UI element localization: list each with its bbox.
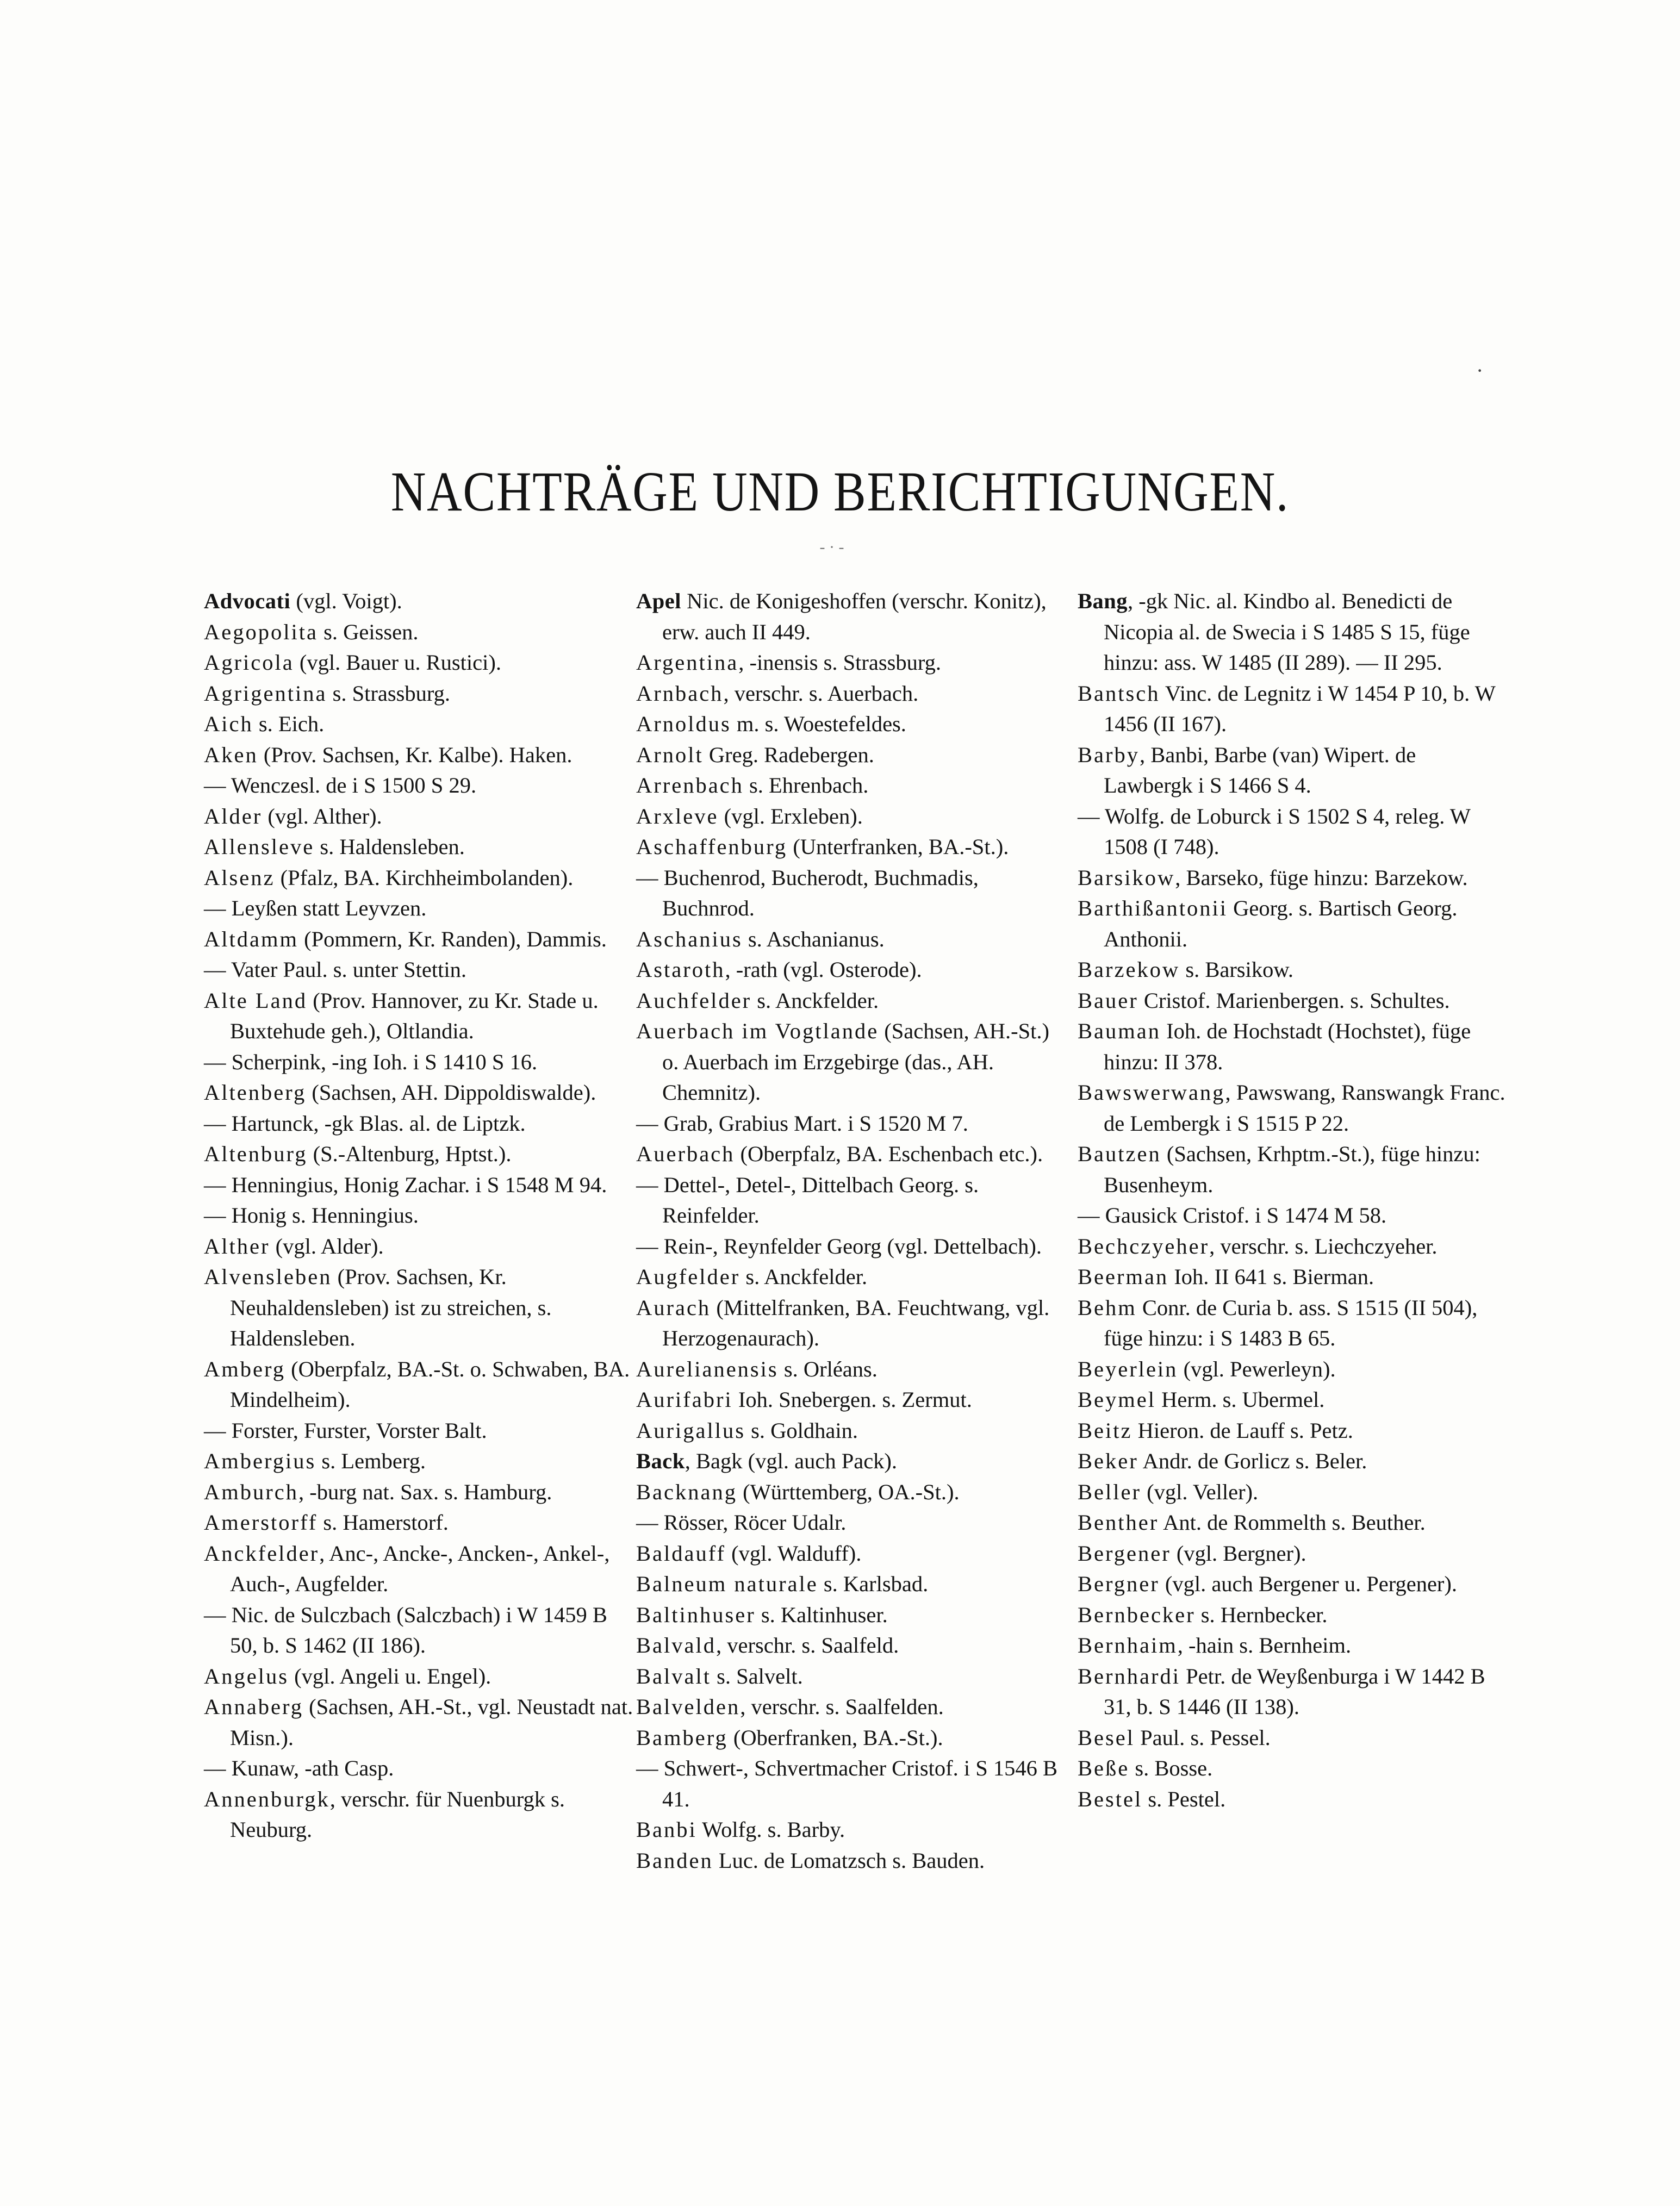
entry-lemma: Barby bbox=[1078, 742, 1140, 767]
register-entry bbox=[636, 1139, 1066, 1170]
entry-lemma: Anckfelder bbox=[204, 1541, 320, 1566]
entry-text: — Forster, Furster, Vorster Balt. bbox=[204, 1418, 487, 1443]
register-entry bbox=[636, 924, 1066, 955]
register-entry bbox=[636, 1416, 1066, 1447]
entry-lemma: Apel bbox=[636, 589, 681, 613]
entry-text: s. Strassburg. bbox=[327, 681, 450, 706]
entry-lemma: Balvald bbox=[636, 1633, 716, 1657]
entry-lemma: Alder bbox=[204, 803, 263, 828]
entry-text: (Württemberg, OA.-St.). bbox=[737, 1479, 960, 1504]
register-entry bbox=[636, 1600, 1066, 1631]
entry-lemma: Astaroth bbox=[636, 957, 725, 982]
entry-text: (Mittelfranken, BA. Feuchtwang, vgl. Herzogenaurach). bbox=[662, 1295, 1050, 1350]
entry-text: — Gausick Cristof. i S 1474 M 58. bbox=[1078, 1203, 1387, 1227]
register-entry bbox=[1078, 1077, 1507, 1139]
entry-text: — Grab, Grabius Mart. i S 1520 M 7. bbox=[636, 1111, 968, 1136]
entry-text: , -gk Nic. al. Kindbo al. Benedicti de Nicopia al. de Swecia i S 1485 S 15, füge hinzu: ass. W 1485 (II 289). — II 295. bbox=[1104, 589, 1470, 675]
entry-text: — Kunaw, -ath Casp. bbox=[204, 1756, 394, 1780]
register-entry bbox=[636, 740, 1066, 771]
register-entry bbox=[204, 924, 633, 955]
entry-lemma: Alther bbox=[204, 1233, 270, 1258]
register-entry bbox=[1078, 1600, 1507, 1631]
register-entry bbox=[1078, 678, 1507, 740]
entry-lemma: Augfelder bbox=[636, 1264, 741, 1289]
entry-text: s. Anckfelder. bbox=[751, 988, 879, 1013]
register-entry bbox=[1078, 1293, 1507, 1354]
entry-text: , verschr. s. Liechczyeher. bbox=[1209, 1233, 1438, 1258]
entry-text: s. Kaltinhuser. bbox=[755, 1602, 888, 1627]
entry-lemma: Bestel bbox=[1078, 1786, 1143, 1811]
entry-lemma: Besel bbox=[1078, 1725, 1135, 1750]
entry-text: , Banbi, Barbe (van) Wipert. de Lawbergk i S 1466 S 4. bbox=[1104, 742, 1416, 797]
entry-text: s. Bosse. bbox=[1129, 1756, 1213, 1780]
entry-text: , Bagk (vgl. auch Pack). bbox=[685, 1449, 898, 1473]
register-entry bbox=[204, 1047, 633, 1078]
register-entry bbox=[636, 1692, 1066, 1723]
register-entry bbox=[204, 709, 633, 740]
entry-lemma: Baldauff bbox=[636, 1541, 726, 1566]
column-middle bbox=[636, 586, 1066, 1876]
register-entry bbox=[1078, 740, 1507, 801]
entry-text: — Honig s. Henningius. bbox=[204, 1203, 419, 1227]
register-entry bbox=[204, 1507, 633, 1538]
entry-text: Conr. de Curia b. ass. S 1515 (II 504), füge hinzu: i S 1483 B 65. bbox=[1104, 1295, 1478, 1350]
entry-lemma: Bauer bbox=[1078, 988, 1138, 1013]
entry-lemma: Advocati bbox=[204, 589, 291, 613]
entry-text: — Rein-, Reynfelder Georg (vgl. Dettelbach). bbox=[636, 1233, 1042, 1258]
register-entry bbox=[204, 586, 633, 617]
entry-text: Herm. s. Ubermel. bbox=[1155, 1387, 1325, 1412]
entry-text: — Buchenrod, Bucherodt, Buchmadis, Buchnrod. bbox=[636, 865, 979, 920]
entry-text: (Prov. Sachsen, Kr. Neuhaldensleben) ist zu streichen, s. Haldensleben. bbox=[230, 1264, 552, 1350]
stray-mark: · bbox=[1476, 358, 1484, 383]
entry-lemma: Balneum naturale bbox=[636, 1572, 818, 1596]
register-entry bbox=[636, 1507, 1066, 1538]
register-entry bbox=[636, 955, 1066, 986]
register-entry bbox=[1078, 1016, 1507, 1077]
entry-text: s. Hamerstorf. bbox=[318, 1510, 449, 1535]
register-entry bbox=[1078, 1661, 1507, 1723]
entry-text: , Anc-, Ancke-, Ancken-, Ankel-, Auch-, Augfelder. bbox=[230, 1541, 610, 1596]
entry-text: Paul. s. Pessel. bbox=[1134, 1725, 1271, 1750]
register-entry bbox=[636, 832, 1066, 863]
entry-lemma: Argentina bbox=[636, 650, 739, 675]
entry-text: (vgl. Veller). bbox=[1141, 1479, 1259, 1504]
entry-lemma: Amburch bbox=[204, 1479, 298, 1504]
entry-lemma: Auchfelder bbox=[636, 988, 752, 1013]
entry-lemma: Beyerlein bbox=[1078, 1356, 1178, 1381]
register-entry bbox=[636, 1354, 1066, 1385]
entry-lemma: Bawswerwang bbox=[1078, 1080, 1225, 1105]
entry-text: — Nic. de Sulczbach (Salczbach) i W 1459 B 50, b. S 1462 (II 186). bbox=[204, 1602, 607, 1657]
entry-text: s. Geissen. bbox=[318, 619, 419, 644]
register-entry bbox=[1078, 586, 1507, 678]
register-entry bbox=[204, 832, 633, 863]
register-entry bbox=[204, 1661, 633, 1692]
entry-text: — Hartunck, -gk Blas. al. de Liptzk. bbox=[204, 1111, 526, 1136]
register-entry bbox=[1078, 1784, 1507, 1815]
register-entry bbox=[1078, 1538, 1507, 1569]
entry-text: — Scherpink, -ing Ioh. i S 1410 S 16. bbox=[204, 1049, 538, 1074]
register-entry bbox=[636, 678, 1066, 709]
entry-text: — Rösser, Röcer Udalr. bbox=[636, 1510, 847, 1535]
entry-text: (vgl. Bergner). bbox=[1171, 1541, 1306, 1566]
register-entry bbox=[204, 1108, 633, 1139]
register-entry bbox=[204, 617, 633, 648]
entry-text: Vinc. de Legnitz i W 1454 P 10, b. W 1456 (II 167). bbox=[1104, 681, 1496, 736]
register-entry bbox=[636, 1108, 1066, 1139]
entry-lemma: Auerbach im Vogtlande bbox=[636, 1019, 879, 1043]
register-entry bbox=[636, 709, 1066, 740]
entry-lemma: Back bbox=[636, 1449, 685, 1473]
entry-lemma: Bechczyeher bbox=[1078, 1233, 1210, 1258]
entry-text: s. Orléans. bbox=[778, 1356, 878, 1381]
entry-lemma: Altdamm bbox=[204, 926, 298, 951]
register-entry bbox=[636, 1815, 1066, 1846]
entry-text: Petr. de Weyßenburga i W 1442 B 31, b. S 1446 (II 138). bbox=[1104, 1663, 1485, 1719]
entry-text: Wolfg. s. Barby. bbox=[696, 1817, 845, 1842]
entry-lemma: Alte Land bbox=[204, 988, 308, 1013]
entry-lemma: Balvalt bbox=[636, 1663, 711, 1688]
entry-lemma: Allensleve bbox=[204, 834, 315, 859]
entry-lemma: Annaberg bbox=[204, 1694, 303, 1719]
entry-text: s. Pestel. bbox=[1142, 1786, 1226, 1811]
entry-text: s. Barsikow. bbox=[1180, 957, 1294, 982]
entry-text: Ioh. Snebergen. s. Zermut. bbox=[732, 1387, 972, 1412]
register-entry bbox=[636, 801, 1066, 832]
register-entry bbox=[1078, 1446, 1507, 1477]
entry-text: Ioh. de Hochstadt (Hochstet), füge hinzu: II 378. bbox=[1104, 1019, 1471, 1074]
register-entry bbox=[636, 1231, 1066, 1262]
register-entry bbox=[1078, 1507, 1507, 1538]
entry-lemma: Beitz bbox=[1078, 1418, 1133, 1443]
register-entry bbox=[204, 1262, 633, 1354]
entry-lemma: Benther bbox=[1078, 1510, 1159, 1535]
entry-text: s. Hernbecker. bbox=[1195, 1602, 1328, 1627]
register-entry bbox=[636, 1753, 1066, 1815]
entry-text: (Oberfranken, BA.-St.). bbox=[727, 1725, 943, 1750]
entry-text: s. Salvelt. bbox=[711, 1663, 803, 1688]
register-entry bbox=[1078, 893, 1507, 955]
entry-text: (vgl. Voigt). bbox=[290, 589, 402, 613]
entry-lemma: Beller bbox=[1078, 1479, 1141, 1504]
entry-text: (vgl. Erxleben). bbox=[718, 803, 863, 828]
entry-text: Andr. de Gorlicz s. Beler. bbox=[1138, 1449, 1367, 1473]
entry-text: s. Goldhain. bbox=[745, 1418, 858, 1443]
entry-text: (Sachsen, Krhptm.-St.), füge hinzu: Busenheym. bbox=[1104, 1142, 1480, 1197]
entry-lemma: Balvelden bbox=[636, 1694, 741, 1719]
register-entry bbox=[204, 1170, 633, 1201]
entry-lemma: Bernhardi bbox=[1078, 1663, 1180, 1688]
register-entry bbox=[1078, 1630, 1507, 1661]
register-entry bbox=[1078, 1262, 1507, 1293]
register-entry bbox=[204, 1139, 633, 1170]
register-entry bbox=[636, 770, 1066, 801]
page-title: NACHTRÄGE UND BERICHTIGUNGEN. bbox=[390, 460, 1290, 523]
register-entry bbox=[1078, 1723, 1507, 1754]
title-ornament: - · - bbox=[819, 538, 844, 556]
entry-text: — Leyßen statt Leyvzen. bbox=[204, 896, 427, 920]
entry-lemma: Banden bbox=[636, 1848, 713, 1873]
entry-text: m. s. Woestefeldes. bbox=[731, 712, 906, 736]
register-entry bbox=[636, 1385, 1066, 1416]
entry-text: , Barseko, füge hinzu: Barzekow. bbox=[1175, 865, 1468, 890]
register-entry bbox=[204, 955, 633, 986]
entry-text: s. Karlsbad. bbox=[818, 1572, 929, 1596]
register-entry bbox=[204, 770, 633, 801]
entry-lemma: Amerstorff bbox=[204, 1510, 318, 1535]
register-entry bbox=[204, 740, 633, 771]
entry-lemma: Baltinhuser bbox=[636, 1602, 756, 1627]
entry-text: — Henningius, Honig Zachar. i S 1548 M 94. bbox=[204, 1172, 607, 1197]
entry-lemma: Barthißantonii bbox=[1078, 896, 1228, 920]
entry-text: (vgl. Walduff). bbox=[725, 1541, 862, 1566]
entry-lemma: Bang bbox=[1078, 589, 1128, 613]
register-entry bbox=[204, 1784, 633, 1846]
entry-text: — Vater Paul. s. unter Stettin. bbox=[204, 957, 466, 982]
entry-text: Cristof. Marienbergen. s. Schultes. bbox=[1138, 988, 1450, 1013]
entry-lemma: Agricola bbox=[204, 650, 294, 675]
entry-text: , -burg nat. Sax. s. Hamburg. bbox=[298, 1479, 552, 1504]
register-entry bbox=[204, 801, 633, 832]
entry-lemma: Alsenz bbox=[204, 865, 275, 890]
register-entry bbox=[204, 863, 633, 894]
entry-lemma: Barsikow bbox=[1078, 865, 1175, 890]
entry-lemma: Bernhaim bbox=[1078, 1633, 1178, 1657]
register-entry bbox=[1078, 801, 1507, 863]
entry-lemma: Bauman bbox=[1078, 1019, 1161, 1043]
entry-text: Ant. de Rommelth s. Beuther. bbox=[1159, 1510, 1426, 1535]
entry-lemma: Aurifabri bbox=[636, 1387, 733, 1412]
register-entry bbox=[1078, 1477, 1507, 1508]
entry-text: s. Aschanianus. bbox=[742, 926, 885, 951]
register-entry bbox=[636, 1477, 1066, 1508]
entry-text: s. Lemberg. bbox=[316, 1449, 426, 1473]
entry-text: Georg. s. Bartisch Georg. Anthonii. bbox=[1104, 896, 1458, 951]
entry-lemma: Backnang bbox=[636, 1479, 737, 1504]
entry-text: , verschr. s. Saalfelden. bbox=[740, 1694, 944, 1719]
entry-text: (vgl. Alther). bbox=[262, 803, 382, 828]
register-entry bbox=[636, 1661, 1066, 1692]
register-entry bbox=[204, 1354, 633, 1416]
entry-lemma: Bergener bbox=[1078, 1541, 1171, 1566]
register-entry bbox=[204, 1600, 633, 1661]
register-entry bbox=[1078, 1385, 1507, 1416]
entry-text: (Pommern, Kr. Randen), Dammis. bbox=[298, 926, 607, 951]
register-entry bbox=[204, 678, 633, 709]
register-entry bbox=[204, 1446, 633, 1477]
entry-lemma: Aken bbox=[204, 742, 258, 767]
entry-lemma: Bernbecker bbox=[1078, 1602, 1196, 1627]
entry-lemma: Aschaffenburg bbox=[636, 834, 788, 859]
entry-lemma: Aurach bbox=[636, 1295, 711, 1320]
register-entry bbox=[204, 893, 633, 924]
entry-text: Hieron. de Lauff s. Petz. bbox=[1132, 1418, 1353, 1443]
entry-lemma: Aich bbox=[204, 712, 253, 736]
entry-lemma: Auerbach bbox=[636, 1142, 735, 1166]
register-entry bbox=[204, 1753, 633, 1784]
entry-text: , Pawswang, Ranswangk Franc. de Lembergk i S 1515 P 22. bbox=[1104, 1080, 1505, 1136]
entry-text: s. Eich. bbox=[253, 712, 325, 736]
register-entry bbox=[204, 986, 633, 1047]
register-entry bbox=[204, 1077, 633, 1108]
register-entry bbox=[204, 1231, 633, 1262]
entry-lemma: Barzekow bbox=[1078, 957, 1180, 982]
register-entry bbox=[1078, 955, 1507, 986]
register-entry bbox=[636, 586, 1066, 647]
register-entry bbox=[204, 1416, 633, 1447]
entry-text: , -hain s. Bernheim. bbox=[1177, 1633, 1352, 1657]
register-entry bbox=[1078, 1231, 1507, 1262]
entry-lemma: Bamberg bbox=[636, 1725, 728, 1750]
entry-lemma: Beße bbox=[1078, 1756, 1130, 1780]
entry-text: (S.-Altenburg, Hptst.). bbox=[307, 1142, 512, 1166]
register-entry bbox=[204, 1538, 633, 1600]
entry-text: (Unterfranken, BA.-St.). bbox=[787, 834, 1009, 859]
register-entry bbox=[204, 1200, 633, 1231]
entry-lemma: Aurigallus bbox=[636, 1418, 745, 1443]
entry-text: s. Ehrenbach. bbox=[743, 773, 869, 797]
register-entry bbox=[1078, 986, 1507, 1017]
entry-lemma: Arnbach bbox=[636, 681, 724, 706]
register-entry bbox=[636, 1293, 1066, 1354]
register-entry bbox=[636, 986, 1066, 1017]
register-entry bbox=[204, 1692, 633, 1753]
entry-text: (Prov. Sachsen, Kr. Kalbe). Haken. bbox=[258, 742, 573, 767]
entry-text: — Dettel-, Detel-, Dittelbach Georg. s. Reinfelder. bbox=[636, 1172, 979, 1227]
entry-lemma: Arrenbach bbox=[636, 773, 744, 797]
entry-text: , -rath (vgl. Osterode). bbox=[725, 957, 922, 982]
entry-lemma: Bautzen bbox=[1078, 1142, 1161, 1166]
entry-text: s. Haldensleben. bbox=[314, 834, 465, 859]
entry-text: (Pfalz, BA. Kirchheimbolanden). bbox=[275, 865, 574, 890]
column-left bbox=[204, 586, 633, 1846]
entry-text: , verschr. s. Saalfeld. bbox=[715, 1633, 899, 1657]
register-entry bbox=[636, 1262, 1066, 1293]
register-entry bbox=[1078, 1354, 1507, 1385]
entry-lemma: Arnoldus bbox=[636, 712, 731, 736]
entry-lemma: Beymel bbox=[1078, 1387, 1156, 1412]
entry-text: Greg. Radebergen. bbox=[703, 742, 874, 767]
register-entry bbox=[636, 647, 1066, 678]
entry-lemma: Angelus bbox=[204, 1663, 289, 1688]
register-entry bbox=[636, 1723, 1066, 1754]
register-entry bbox=[636, 1569, 1066, 1600]
register-entry bbox=[636, 1538, 1066, 1569]
entry-text: Nic. de Konigeshoffen (verschr. Konitz), erw. auch II 449. bbox=[662, 589, 1047, 644]
register-entry bbox=[636, 863, 1066, 924]
entry-lemma: Arxleve bbox=[636, 803, 719, 828]
entry-text: Luc. de Lomatzsch s. Bauden. bbox=[713, 1848, 985, 1873]
register-entry bbox=[636, 1846, 1066, 1877]
entry-text: , verschr. s. Auerbach. bbox=[723, 681, 919, 706]
entry-lemma: Altenberg bbox=[204, 1080, 307, 1105]
entry-lemma: Bantsch bbox=[1078, 681, 1160, 706]
entry-lemma: Agrigentina bbox=[204, 681, 327, 706]
entry-text: (Prov. Hannover, zu Kr. Stade u. Buxtehude geh.), Oltlandia. bbox=[230, 988, 599, 1043]
entry-lemma: Beerman bbox=[1078, 1264, 1169, 1289]
register-entry bbox=[204, 647, 633, 678]
register-entry bbox=[1078, 1753, 1507, 1784]
register-entry bbox=[204, 1477, 633, 1508]
register-entry bbox=[636, 1016, 1066, 1108]
entry-text: , verschr. für Nuenburgk s. Neuburg. bbox=[230, 1786, 565, 1842]
entry-text: (vgl. auch Bergener u. Pergener). bbox=[1159, 1572, 1458, 1596]
entry-text: (Sachsen, AH.-St.) o. Auerbach im Erzgebirge (das., AH. Chemnitz). bbox=[662, 1019, 1050, 1105]
entry-lemma: Arnolt bbox=[636, 742, 704, 767]
entry-lemma: Behm bbox=[1078, 1295, 1137, 1320]
entry-text: Ioh. II 641 s. Bierman. bbox=[1168, 1264, 1374, 1289]
entry-text: — Schwert-, Schvertmacher Cristof. i S 1546 B 41. bbox=[636, 1756, 1057, 1811]
entry-lemma: Aschanius bbox=[636, 926, 743, 951]
entry-text: s. Anckfelder. bbox=[740, 1264, 868, 1289]
register-entry bbox=[1078, 1569, 1507, 1600]
entry-text: — Wenczesl. de i S 1500 S 29. bbox=[204, 773, 477, 797]
entry-text: (Oberpfalz, BA.-St. o. Schwaben, BA. Mindelheim). bbox=[230, 1356, 630, 1412]
entry-lemma: Banbi bbox=[636, 1817, 697, 1842]
entry-lemma: Aegopolita bbox=[204, 619, 318, 644]
register-entry bbox=[1078, 863, 1507, 894]
entry-text: (Sachsen, AH. Dippoldiswalde). bbox=[306, 1080, 596, 1105]
entry-lemma: Bergner bbox=[1078, 1572, 1160, 1596]
register-entry bbox=[636, 1170, 1066, 1231]
entry-lemma: Altenburg bbox=[204, 1142, 308, 1166]
entry-text: — Wolfg. de Loburck i S 1502 S 4, releg. W 1508 (I 748). bbox=[1078, 803, 1471, 859]
entry-text: (Oberpfalz, BA. Eschenbach etc.). bbox=[735, 1142, 1043, 1166]
entry-lemma: Aurelianensis bbox=[636, 1356, 779, 1381]
entry-lemma: Alvensleben bbox=[204, 1264, 332, 1289]
entry-text: (Sachsen, AH.-St., vgl. Neustadt nat. Misn.). bbox=[230, 1694, 633, 1750]
register-entry bbox=[1078, 1200, 1507, 1231]
entry-lemma: Annenburgk bbox=[204, 1786, 330, 1811]
register-entry bbox=[1078, 1139, 1507, 1200]
entry-lemma: Ambergius bbox=[204, 1449, 316, 1473]
entry-text: (vgl. Pewerleyn). bbox=[1178, 1356, 1336, 1381]
entry-lemma: Beker bbox=[1078, 1449, 1138, 1473]
entry-text: (vgl. Alder). bbox=[270, 1233, 384, 1258]
register-entry bbox=[636, 1630, 1066, 1661]
entry-text: (vgl. Bauer u. Rustici). bbox=[294, 650, 502, 675]
register-entry bbox=[636, 1446, 1066, 1477]
register-entry bbox=[1078, 1416, 1507, 1447]
entry-text: , -inensis s. Strassburg. bbox=[738, 650, 941, 675]
column-right bbox=[1078, 586, 1507, 1815]
entry-lemma: Amberg bbox=[204, 1356, 285, 1381]
entry-text: (vgl. Angeli u. Engel). bbox=[289, 1663, 491, 1688]
